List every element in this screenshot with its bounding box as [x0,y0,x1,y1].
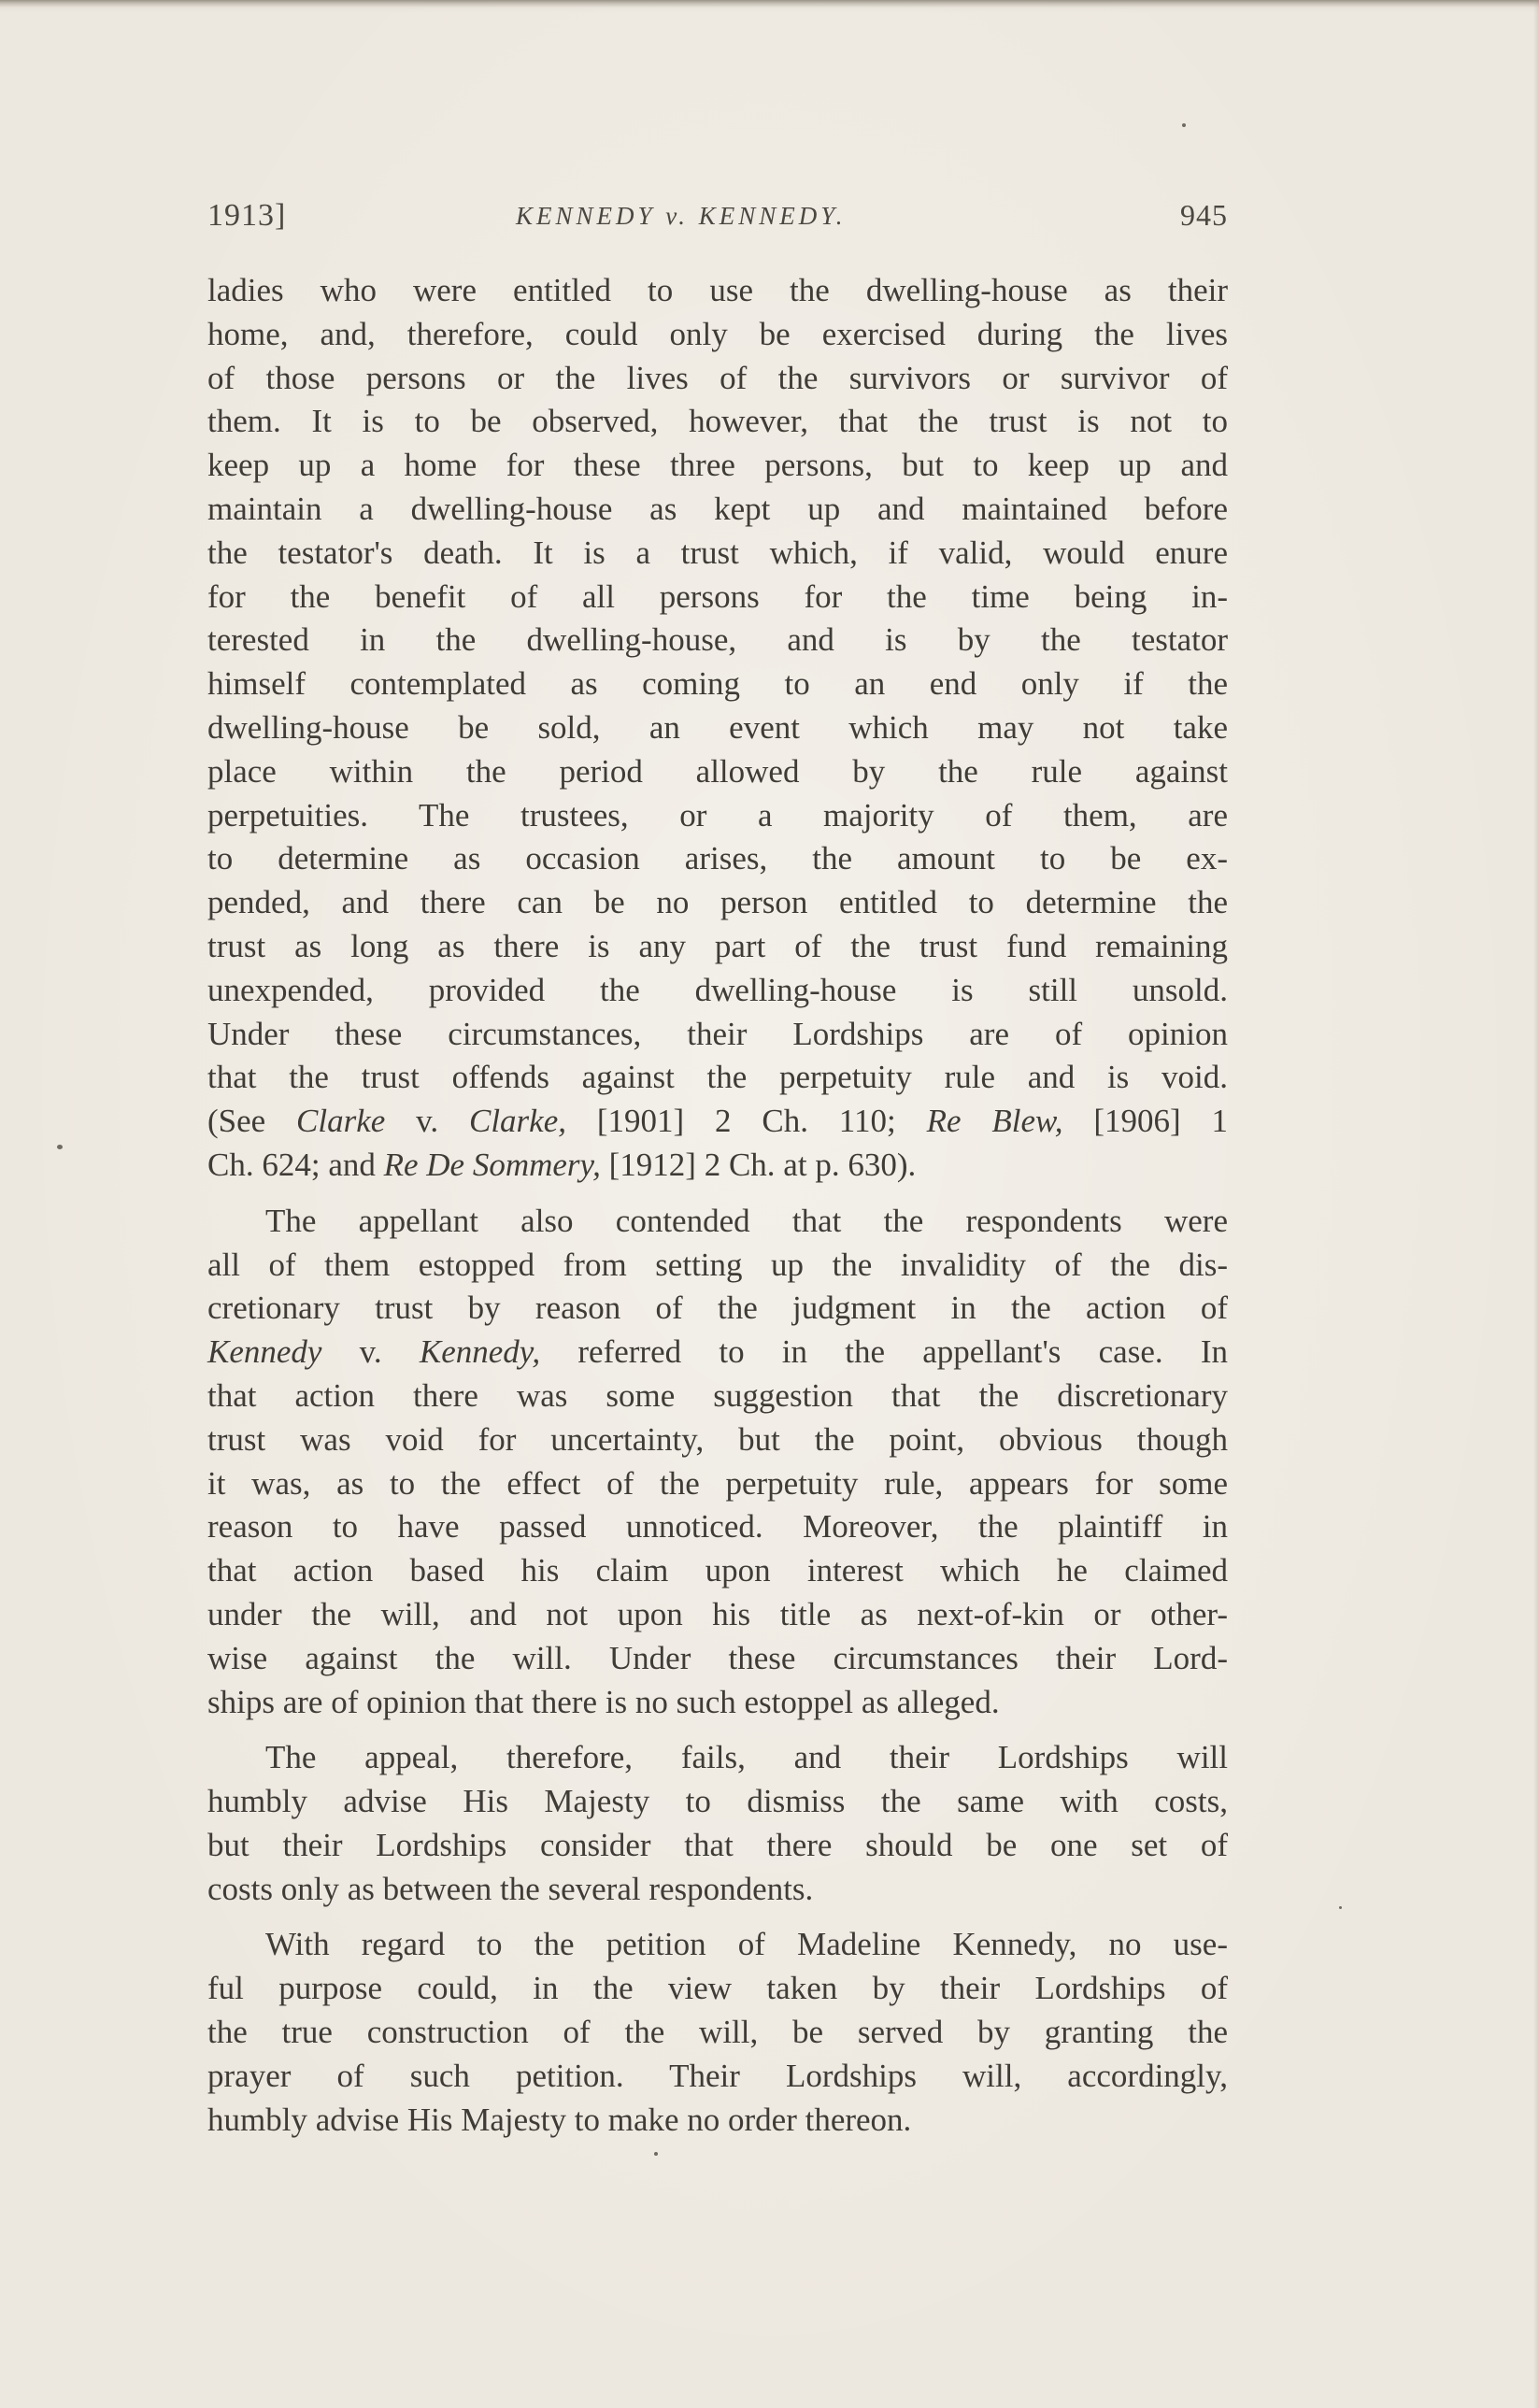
paper-speck [654,2152,658,2156]
paper-speck [1182,123,1186,127]
citation-text: v. [321,1333,420,1371]
text-line: The appellant also contended that the respondents were [265,1202,1228,1239]
text-line: reason to have passed unnoticed. Moreover, the plaintiff in [207,1508,1228,1546]
case-name: Kennedy [207,1333,322,1371]
text-line: that action there was some suggestion that the discretionary [207,1376,1228,1414]
text-line: them. It is to be observed, however, that the trust is not to [207,403,1228,440]
text-line: ful purpose could, in the view taken by their Lordships of [207,1970,1228,2007]
text-line: cretionary trust by reason of the judgment in the action of [207,1289,1228,1327]
text-line: wise against the will. Under these circumstances their Lord- [207,1639,1228,1676]
text-line: terested in the dwelling-house, and is by the testator [207,621,1228,659]
text-line: humbly advise His Majesty to dismiss the same with costs, [207,1783,1228,1820]
text-line: trust as long as there is any part of the trust fund remaining [207,927,1228,964]
case-name: Re De Sommery, [383,1146,601,1183]
text-line: dwelling-house be sold, an event which may not take [207,708,1228,746]
case-name: Clarke, [468,1103,566,1140]
text-line: perpetuities. The trustees, or a majority of them, are [207,796,1228,834]
paragraph-2 [207,1200,1228,1725]
citation-line [207,1100,1228,1144]
text-line: for the benefit of all persons for the time being in- [207,577,1228,615]
paper-speck [57,1145,63,1149]
text-line: all of them estopped from setting up the invalidity of the dis- [207,1246,1228,1283]
text-line: that the trust offends against the perpetuity rule and is void. [207,1059,1228,1096]
running-head [207,198,1228,249]
paragraph-4 [207,1923,1228,2142]
text-line: the testator's death. It is a trust which, if valid, would enure [207,534,1228,571]
text-line: humbly advise His Majesty to make no order thereon. [207,2101,912,2138]
page-number: 945 [1180,198,1228,232]
text-line [207,1331,1228,1375]
text-line: prayer of such petition. Their Lordships will, accordingly, [207,2057,1228,2094]
paragraph-1 [207,269,1228,1188]
text-line: of those persons or the lives of the survivors or survivor of [207,359,1228,396]
text-line: home, and, therefore, could only be exercised during the lives [207,315,1228,352]
citation-text: [1906] 1 [1062,1103,1228,1140]
case-name: Re Blew, [926,1103,1063,1140]
citation-text: (See [207,1103,297,1140]
page-top-edge [0,0,1539,7]
text-line: place within the period allowed by the rule against [207,752,1228,790]
text-line: With regard to the petition of Madeline Kennedy, no use- [265,1926,1228,1963]
text-line: under the will, and not upon his title as next-of-kin or other- [207,1595,1228,1632]
citation-line [207,1144,1228,1188]
text-line: ladies who were entitled to use the dwelling-house as their [207,272,1228,308]
paragraph-3 [207,1736,1228,1911]
text-line: the true construction of the will, be served by granting the [207,2014,1228,2051]
text-line: it was, as to the effect of the perpetuity rule, appears for some [207,1464,1228,1502]
text-line: Under these circumstances, their Lordships are of opinion [207,1015,1228,1052]
text-line: himself contemplated as coming to an end only if the [207,665,1228,703]
running-head-title: KENNEDY v. KENNEDY. [516,202,847,230]
text-line: ships are of opinion that there is no such estoppel as alleged. [207,1683,1000,1720]
citation-text: [1901] 2 Ch. 110; [566,1103,927,1140]
case-name: Clarke [296,1103,386,1140]
case-name: Kennedy, [419,1333,541,1371]
text-line: pended, and there can be no person entitled to determine the [207,884,1228,921]
text-line: unexpended, provided the dwelling-house is still unsold. [207,971,1228,1008]
citation-text: [1912] 2 Ch. at p. 630). [600,1146,917,1183]
text-line: keep up a home for these three persons, but to keep up and [207,447,1228,484]
text-line: maintain a dwelling-house as kept up and maintained before [207,490,1228,527]
text-line: to determine as occasion arises, the amount to be ex- [207,840,1228,877]
text-span: referred to in the appellant's case. In [540,1333,1229,1371]
text-line: The appeal, therefore, fails, and their Lordships will [265,1739,1228,1776]
page-right-edge [1533,0,1539,2408]
body-text [207,269,1228,2142]
paper-speck [1339,1906,1342,1909]
text-line: but their Lordships consider that there should be one set of [207,1826,1228,1863]
citation-text: v. [385,1103,469,1140]
text-line: trust was void for uncertainty, but the point, obvious though [207,1420,1228,1458]
citation-text: Ch. 624; and [207,1146,384,1183]
text-line: that action based his claim upon interest which he claimed [207,1552,1228,1589]
text-line: costs only as between the several respondents. [207,1870,814,1907]
running-head-year: 1913] [207,198,287,233]
